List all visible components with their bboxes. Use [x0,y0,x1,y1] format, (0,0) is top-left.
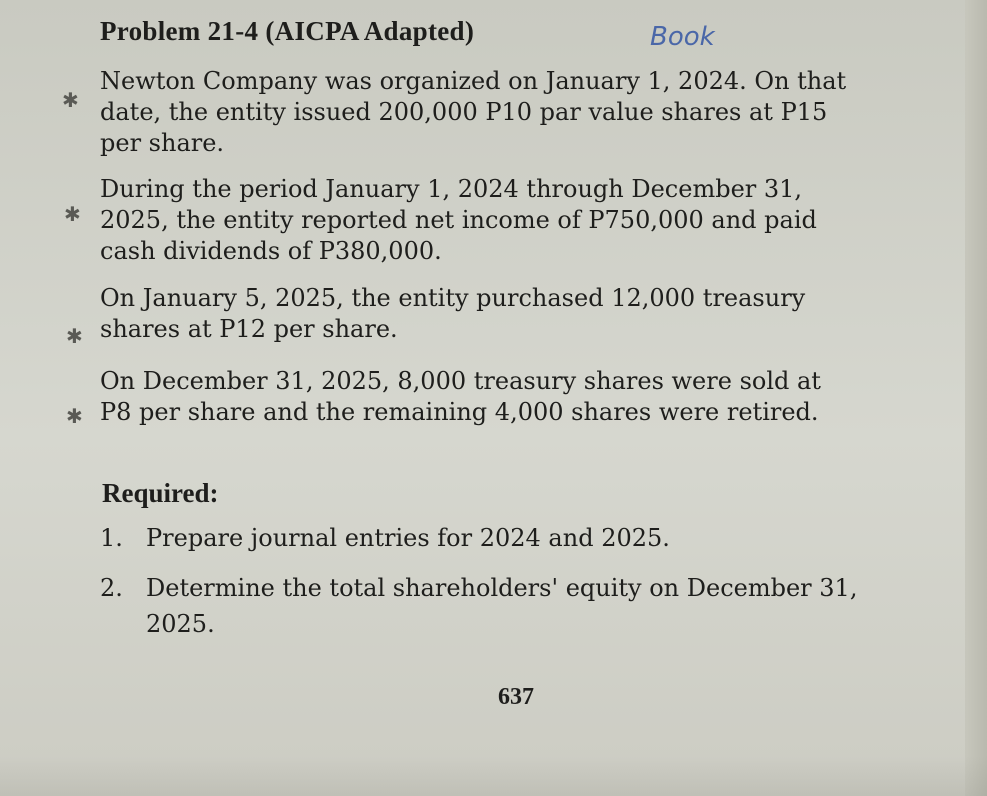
required-heading: Required: [102,478,219,508]
asterisk-margin-mark: ✱ [66,324,83,348]
paragraph-treasury-purchase: On January 5, 2025, the entity purchased 12,000 treasury shares at P12 per share. [100,284,806,343]
asterisk-margin-mark: ✱ [64,202,81,226]
item-number: 2. [100,574,123,602]
problem-title: Problem 21-4 (AICPA Adapted) [100,16,475,46]
item-number: 1. [100,524,123,552]
asterisk-margin-mark: ✱ [62,88,79,112]
page-edge [965,0,987,796]
asterisk-margin-mark: ✱ [66,404,83,428]
item-text: Determine the total shareholders' equity on December 31, 2025. [146,574,858,638]
required-item [100,520,930,556]
page-shadow [0,756,987,796]
page-number: 637 [498,684,534,710]
handwritten-note: Book [650,22,715,52]
required-item [100,570,930,642]
paragraph-net-income: During the period January 1, 2024 through December 31, 2025, the entity reported net income of P750,000 and paid cash dividends of P380,000. [100,175,817,265]
item-text: Prepare journal entries for 2024 and 2025. [146,524,670,552]
paragraph-organization: Newton Company was organized on January 1, 2024. On that date, the entity issued 200,000 P10 par value shares at P15 per share. [100,67,847,157]
paragraph-treasury-sale: On December 31, 2025, 8,000 treasury shares were sold at P8 per share and the remaining 4,000 shares were retired. [100,367,821,426]
